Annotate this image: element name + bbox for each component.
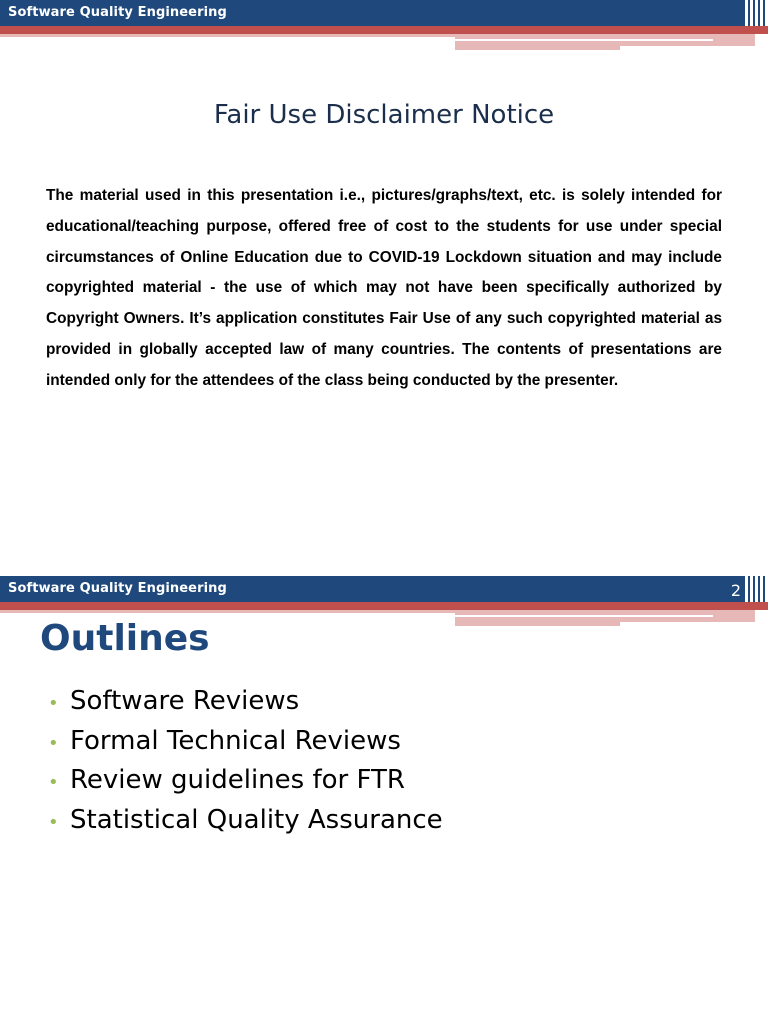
header-stripe-red bbox=[0, 602, 768, 610]
header-stripe-red bbox=[0, 26, 768, 34]
header-stripe-divider bbox=[455, 39, 713, 41]
decor-vline bbox=[763, 0, 765, 26]
decor-vline bbox=[763, 576, 765, 602]
list-item bbox=[48, 686, 443, 726]
decor-vline bbox=[753, 576, 755, 602]
bullet-icon: • bbox=[48, 811, 59, 833]
list-item-label: Review guidelines for FTR bbox=[70, 765, 405, 795]
header-bar bbox=[0, 0, 745, 26]
header-bar bbox=[0, 576, 745, 602]
disclaimer-text: The material used in this presentation i.e., pictures/graphs/text, etc. is solely intended for educational/teaching purpose, offered free of cost to the students for use under special circumstances of Online Education due to COVID-19 Lockdown situation and may include copyrighted material - the use of which may not have been specifically authorized by Copyright Owners. It’s application constitutes Fair Use of any such copyrighted material as provided in globally accepted law of many countries. The contents of presentations are intended only for the attendees of the class being conducted by the presenter. bbox=[46, 187, 722, 389]
slide-title: Fair Use Disclaimer Notice bbox=[213, 100, 555, 130]
list-item bbox=[48, 726, 443, 766]
header-stripe-pink bbox=[0, 610, 455, 613]
decor-vline bbox=[758, 576, 760, 602]
list-item-label: Formal Technical Reviews bbox=[70, 725, 401, 756]
decor-vline bbox=[748, 576, 750, 602]
list-item-label: Statistical Quality Assurance bbox=[70, 804, 443, 835]
decor-vline bbox=[753, 0, 755, 26]
decor-vline bbox=[748, 0, 750, 26]
list-item bbox=[48, 765, 443, 805]
header-title: Software Quality Engineering bbox=[8, 5, 227, 20]
slide-2 bbox=[0, 576, 768, 1024]
slide-title: Outlines bbox=[40, 618, 210, 659]
bullet-icon: • bbox=[48, 693, 59, 714]
header-stripe-pink bbox=[455, 46, 620, 50]
bullet-icon: • bbox=[48, 772, 59, 793]
header-title: Software Quality Engineering bbox=[8, 581, 227, 596]
header-stripe-pink bbox=[455, 622, 620, 626]
list-item bbox=[48, 805, 443, 845]
bullet-icon: • bbox=[48, 732, 59, 754]
decor-vline bbox=[758, 0, 760, 26]
list-item-label: Software Reviews bbox=[70, 686, 300, 716]
header-stripe-divider bbox=[455, 615, 713, 617]
outline-list bbox=[48, 686, 443, 844]
header-stripe-pink bbox=[0, 34, 455, 37]
page-number: 2 bbox=[730, 581, 741, 600]
